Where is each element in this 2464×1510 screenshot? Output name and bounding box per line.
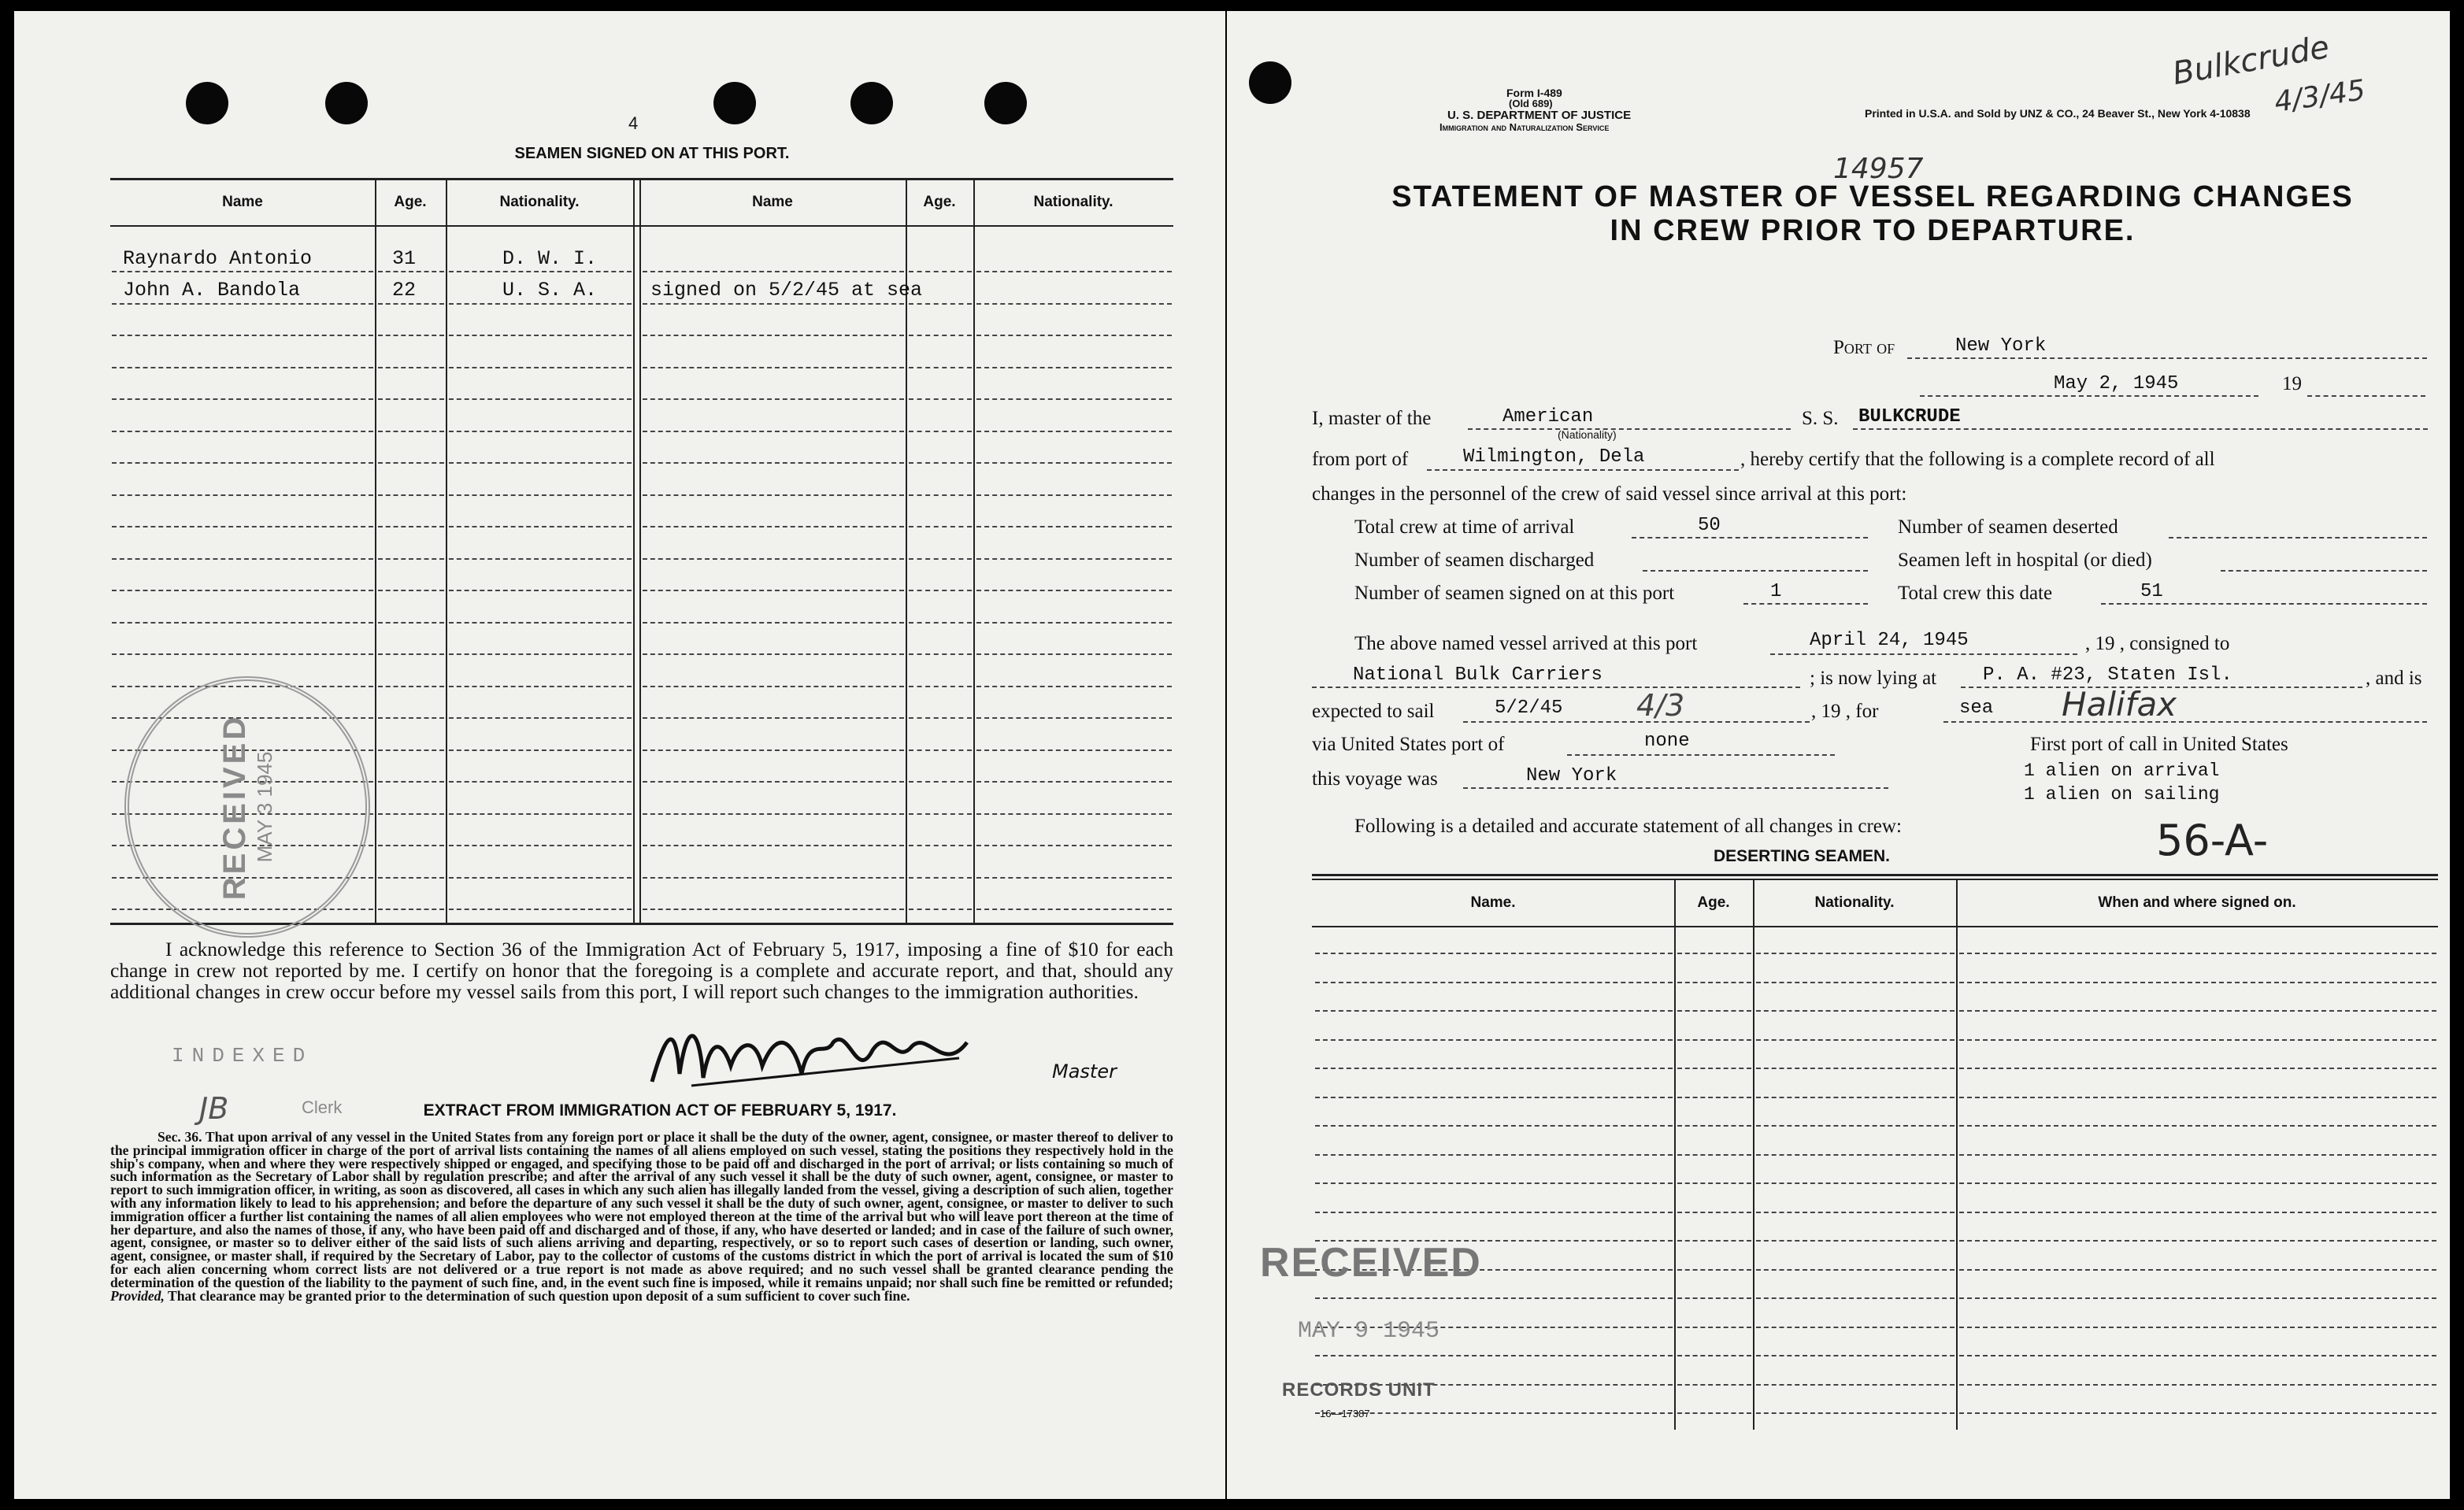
ruled-line — [1315, 1297, 1673, 1299]
extract-body: Sec. 36. That upon arrival of any vessel in the United States from any foreign port or place it shall be the duty of the owner, agent, consignee, or master thereof to deliver to the principal immigration officer in charge of the port of arrival lists containing the names of all aliens employed on such vessel, stating the positions they respectively hold in the ship's company, when and where they were respectively shipped or engaged, and specifying those to be paid off and discharged in the port of arrival; or lists containing so much of such information as the Secretary of Labor shall by regulation prescribe; and after the arrival of any such vessel it shall be the duty of such owner, agent, consignee, or master to report to such immigration officer, in writing, as soon as discovered, all cases in which any such alien has illegally landed from the vessel, giving a description of such alien, together with any information likely to lead to his apprehension; and before the departure of any such vessel it shall be the duty of such owner, agent, consignee, or master to deliver to such immigration officer a further list containing the names of all alien employees who were not employed thereon at the time of the arrival but who will leave port thereon at the time of her departure, and also the names of those, if any, who have been paid off and discharged and of those, if any, who have deserted or landed; and in case of the failure of such owner, agent, consignee, or master so to deliver either of the said lists of such aliens arriving and departing, respectively, or so to report such cases of desertion or landing, such owner, agent, consignee, or master shall, if required by the Secretary of Labor, pay to the collector of customs of the customs district in which the port of arrival is located the sum of $10 for each alien concerning whom correct lists are not delivered or a true report is not made as above required; and no such vessel shall be granted clearance pending the determination of the question of the liability to the payment of such fine, and, in the event such fine is imposed, while it remains unpaid; nor shall such fine be remitted or refunded; Provided, That clearance may be granted prior to the determination of such question upon deposit of a sum sufficient to cover such fine. — [110, 1129, 1173, 1304]
footer-code: 16—17387 — [1320, 1408, 1370, 1419]
clerk-initials: JB — [199, 1091, 229, 1126]
lying-label: ; is now lying at — [1810, 668, 1937, 689]
table-row-nationality: U. S. A. — [502, 279, 598, 302]
ruled-line — [1677, 1384, 1751, 1386]
ruled-line — [1959, 953, 2436, 954]
column-header: Name — [752, 194, 793, 210]
indexed-stamp: INDEXED — [172, 1044, 313, 1068]
ruled-line — [1959, 1355, 2436, 1356]
ruled-line — [1677, 1097, 1751, 1098]
voyage-value: New York — [1526, 765, 1617, 786]
ruled-line — [976, 686, 1172, 687]
ruled-line — [378, 686, 444, 687]
deserting-title: DESERTING SEAMEN. — [1713, 847, 1891, 865]
ruled-line — [976, 749, 1172, 751]
master-label: Master — [1052, 1060, 1117, 1083]
ruled-line — [643, 335, 904, 336]
ruled-line — [1677, 1039, 1751, 1041]
ruled-line — [643, 558, 904, 560]
lying-at-value: P. A. #23, Staten Isl. — [1983, 664, 2232, 686]
ruled-line — [643, 398, 904, 400]
column-header: Age. — [394, 194, 427, 210]
ruled-line — [909, 558, 972, 560]
ruled-line — [976, 367, 1172, 368]
column-header: Name — [222, 194, 263, 210]
ruled-line — [976, 494, 1172, 496]
ruled-line — [909, 686, 972, 687]
ruled-line — [1756, 1297, 1955, 1299]
first-port-label: First port of call in United States — [2030, 734, 2288, 755]
ruled-line — [449, 622, 632, 624]
ruled-line — [378, 367, 444, 368]
arrived-value: April 24, 1945 — [1810, 630, 1969, 651]
ruled-line — [1677, 1355, 1751, 1356]
discharged-label: Number of seamen discharged — [1354, 550, 1595, 571]
destination-value: sea — [1959, 698, 1994, 719]
ruled-line — [449, 877, 632, 879]
master-of-label: I, master of the — [1312, 408, 1432, 429]
ruled-line — [976, 462, 1172, 464]
ruled-line — [378, 303, 444, 305]
changes-text: changes in the personnel of the crew of said vessel since arrival at this port: — [1312, 483, 1907, 505]
ruled-line — [1959, 1182, 2436, 1184]
ruled-line — [909, 909, 972, 910]
ruled-line — [643, 622, 904, 624]
ruled-line — [1315, 982, 1673, 983]
form-title-line2: IN CREW PRIOR TO DEPARTURE. — [1610, 214, 2136, 247]
year-prefix: 19 — [2282, 373, 2302, 394]
records-unit-stamp: RECORDS UNIT — [1282, 1379, 1436, 1401]
ruled-line — [1756, 982, 1955, 983]
ruled-line — [1315, 1097, 1673, 1098]
ruled-line — [1959, 1412, 2436, 1414]
ruled-line — [449, 303, 632, 305]
table-row-age: 22 — [392, 279, 417, 302]
ruled-line — [1756, 1097, 1955, 1098]
ruled-line — [643, 653, 904, 655]
consignee-value: National Bulk Carriers — [1353, 664, 1603, 686]
ruled-line — [112, 431, 373, 432]
ss-label: S. S. — [1802, 408, 1839, 429]
ruled-line — [449, 398, 632, 400]
ruled-line — [1756, 1154, 1955, 1156]
ruled-line — [976, 845, 1172, 846]
column-header: When and where signed on. — [2098, 894, 2296, 911]
ruled-line — [643, 877, 904, 879]
ruled-line — [909, 303, 972, 305]
signed-on-value: 1 — [1770, 581, 1782, 602]
ruled-line — [449, 590, 632, 591]
ruled-line — [1959, 1297, 2436, 1299]
clerk-label: Clerk — [302, 1097, 343, 1117]
ruled-line — [643, 303, 904, 305]
ruled-line — [449, 686, 632, 687]
ruled-line — [643, 271, 904, 272]
ruled-line — [1959, 1097, 2436, 1098]
ruled-line — [976, 877, 1172, 879]
via-label: via United States port of — [1312, 734, 1505, 755]
ruled-line — [909, 398, 972, 400]
ruled-line — [1959, 1125, 2436, 1127]
ruled-line — [449, 335, 632, 336]
master-signature — [644, 1011, 991, 1097]
ruled-line — [112, 462, 373, 464]
deserted-label: Number of seamen deserted — [1898, 516, 2118, 538]
ruled-line — [909, 877, 972, 879]
form-title-line1: STATEMENT OF MASTER OF VESSEL REGARDING CHANGES — [1391, 180, 2354, 213]
received-date-stamp: MAY 9 1945 — [1298, 1318, 1440, 1345]
ruled-line — [378, 335, 444, 336]
file-number: 14957 — [1833, 153, 1924, 185]
form-number: Form I-489 — [1506, 87, 1562, 99]
ruled-line — [378, 494, 444, 496]
ruled-line — [643, 749, 904, 751]
total-crew-date-value: 51 — [2140, 581, 2163, 602]
ruled-line — [909, 653, 972, 655]
punch-hole — [713, 82, 756, 124]
port-value: New York — [1955, 335, 2047, 357]
ruled-line — [1677, 1240, 1751, 1242]
destination-note: Halifax — [2062, 685, 2177, 724]
ruled-line — [449, 526, 632, 527]
ruled-line — [378, 558, 444, 560]
acknowledgement-text: I acknowledge this reference to Section 36 of the Immigration Act of February 5, 1917, imposing a fine of $10 for each change in crew not reported by me. I certify on honor that the foregoing is a complete and accurate report, and that, should any additional changes in crew occur before my vessel sails from this port, I will report such changes to the immigration authorities. — [110, 938, 1173, 1003]
ruled-line — [1756, 1269, 1955, 1271]
ruled-line — [909, 494, 972, 496]
ruled-line — [1959, 1212, 2436, 1213]
service: Immigration and Naturalization Service — [1439, 121, 1610, 133]
ruled-line — [1677, 953, 1751, 954]
ruled-line — [976, 335, 1172, 336]
ruled-line — [378, 845, 444, 846]
total-crew-arrival-label: Total crew at time of arrival — [1354, 516, 1575, 538]
ruled-line — [1677, 1068, 1751, 1069]
ruled-line — [1677, 1297, 1751, 1299]
table-row-name: Raynardo Antonio — [123, 247, 313, 270]
ruled-line — [1756, 1384, 1955, 1386]
section-title: SEAMEN SIGNED ON AT THIS PORT. — [514, 145, 790, 162]
ruled-line — [976, 717, 1172, 719]
following-text: Following is a detailed and accurate statement of all changes in crew: — [1354, 816, 1902, 837]
via-value: none — [1644, 731, 1690, 752]
total-crew-arrival-value: 50 — [1698, 515, 1721, 536]
from-port-label: from port of — [1312, 449, 1409, 470]
ruled-line — [1315, 1125, 1673, 1127]
table-row-note: signed on 5/2/45 at sea — [650, 279, 923, 302]
ruled-line — [976, 398, 1172, 400]
ruled-line — [378, 749, 444, 751]
ruled-line — [449, 845, 632, 846]
ruled-line — [1959, 1384, 2436, 1386]
ruled-line — [909, 749, 972, 751]
hospital-label: Seamen left in hospital (or died) — [1898, 550, 2152, 571]
ruled-line — [643, 367, 904, 368]
ruled-line — [1756, 1355, 1955, 1356]
total-crew-date-label: Total crew this date — [1898, 583, 2053, 604]
ruled-line — [1959, 1240, 2436, 1242]
ruled-line — [112, 335, 373, 336]
expected-note: 4/3 — [1636, 688, 1685, 723]
ruled-line — [378, 398, 444, 400]
vessel-annotation: Bulkcrude — [2169, 28, 2332, 93]
ruled-line — [1315, 1212, 1673, 1213]
ruled-line — [643, 431, 904, 432]
ruled-line — [378, 781, 444, 783]
ship-name: BULKCRUDE — [1858, 406, 1961, 427]
ruled-line — [976, 590, 1172, 591]
certify-text: , hereby certify that the following is a complete record of all — [1740, 449, 2215, 470]
ruled-line — [1959, 1327, 2436, 1328]
extract-title: EXTRACT FROM IMMIGRATION ACT OF FEBRUARY 5, 1917. — [423, 1101, 897, 1120]
left-page — [14, 11, 1225, 1499]
date-value: May 2, 1945 — [2054, 373, 2179, 394]
ruled-line — [1677, 1010, 1751, 1012]
ruled-line — [976, 909, 1172, 910]
punch-hole — [186, 82, 228, 124]
ruled-line — [1677, 1412, 1751, 1414]
column-header: Age. — [923, 194, 956, 210]
ruled-line — [1315, 1154, 1673, 1156]
ruled-line — [643, 909, 904, 910]
ruled-line — [909, 590, 972, 591]
ruled-line — [1959, 1010, 2436, 1012]
ruled-line — [112, 653, 373, 655]
ruled-line — [1677, 1125, 1751, 1127]
ruled-line — [449, 494, 632, 496]
ruled-line — [976, 622, 1172, 624]
ruled-line — [909, 271, 972, 272]
ruled-line — [378, 526, 444, 527]
ruled-line — [1677, 982, 1751, 983]
ruled-line — [909, 813, 972, 815]
ruled-line — [378, 622, 444, 624]
ruled-line — [1315, 1068, 1673, 1069]
ruled-line — [449, 653, 632, 655]
alien-arrival-note: 1 alien on arrival — [2024, 761, 2220, 781]
table-row-name: John A. Bandola — [123, 279, 301, 302]
ruled-line — [976, 558, 1172, 560]
ruled-line — [449, 749, 632, 751]
ruled-line — [643, 494, 904, 496]
ruled-line — [449, 813, 632, 815]
ruled-line — [1677, 1154, 1751, 1156]
column-header: Age. — [1697, 894, 1730, 911]
ruled-line — [449, 781, 632, 783]
column-header: Nationality. — [1814, 894, 1895, 911]
punch-hole — [325, 82, 368, 124]
ruled-line — [976, 653, 1172, 655]
ruled-line — [643, 845, 904, 846]
ruled-line — [449, 909, 632, 910]
ruled-line — [1677, 1212, 1751, 1213]
ruled-line — [449, 367, 632, 368]
ruled-line — [1959, 1039, 2436, 1041]
received-stamp: RECEIVED — [1260, 1240, 1482, 1286]
ruled-line — [378, 462, 444, 464]
ruled-line — [909, 431, 972, 432]
column-header: Nationality. — [1033, 194, 1113, 210]
ruled-line — [643, 717, 904, 719]
ruled-line — [1756, 1212, 1955, 1213]
ruled-line — [112, 303, 373, 305]
and-is-label: , and is — [2366, 668, 2422, 689]
ruled-line — [976, 781, 1172, 783]
ruled-line — [1756, 1240, 1955, 1242]
expected-value: 5/2/45 — [1495, 698, 1563, 719]
ruled-line — [1959, 1068, 2436, 1069]
ruled-line — [1756, 1412, 1955, 1414]
ruled-line — [909, 335, 972, 336]
ruled-line — [1677, 1327, 1751, 1328]
form-old-number: (Old 689) — [1509, 98, 1553, 109]
ruled-line — [909, 526, 972, 527]
punch-hole — [1249, 61, 1291, 104]
ruled-line — [909, 462, 972, 464]
table-row-nationality: D. W. I. — [502, 247, 598, 270]
printer-line: Printed in U.S.A. and Sold by UNZ & CO., 24 Beaver St., New York 4-10838 — [1865, 107, 2251, 120]
ruled-line — [378, 590, 444, 591]
ruled-line — [1756, 1010, 1955, 1012]
ruled-line — [112, 271, 373, 272]
annotation-56a: 56-A- — [2156, 816, 2269, 865]
ruled-line — [909, 622, 972, 624]
ruled-line — [449, 271, 632, 272]
ruled-line — [1959, 1269, 2436, 1271]
consigned-label: , 19 , consigned to — [2085, 633, 2230, 654]
table-row-age: 31 — [392, 247, 417, 270]
ruled-line — [449, 431, 632, 432]
column-header: Name. — [1470, 894, 1516, 911]
page-number: 4 — [628, 113, 639, 133]
column-header: Nationality. — [499, 194, 580, 210]
ruled-line — [1959, 1154, 2436, 1156]
received-round-stamp: RECEIVED MAY 3 1945 — [124, 676, 370, 938]
department: U. S. DEPARTMENT OF JUSTICE — [1447, 109, 1632, 122]
ruled-line — [976, 271, 1172, 272]
ruled-line — [449, 558, 632, 560]
nationality-value: American — [1502, 406, 1594, 427]
ruled-line — [112, 526, 373, 527]
ruled-line — [1756, 1327, 1955, 1328]
ruled-line — [112, 558, 373, 560]
ruled-line — [1315, 1355, 1673, 1356]
ruled-line — [909, 845, 972, 846]
ruled-line — [643, 526, 904, 527]
arrived-label: The above named vessel arrived at this port — [1354, 633, 1698, 654]
ruled-line — [1677, 1269, 1751, 1271]
ruled-line — [643, 590, 904, 591]
nationality-caption: (Nationality) — [1558, 428, 1617, 441]
ruled-line — [643, 686, 904, 687]
ruled-line — [976, 303, 1172, 305]
ruled-line — [378, 271, 444, 272]
ruled-line — [1756, 1068, 1955, 1069]
ruled-line — [112, 398, 373, 400]
ruled-line — [976, 431, 1172, 432]
expected-label: expected to sail — [1312, 701, 1435, 722]
punch-hole — [984, 82, 1027, 124]
right-page — [1227, 11, 2450, 1499]
ruled-line — [909, 367, 972, 368]
ruled-line — [1756, 1182, 1955, 1184]
punch-hole — [850, 82, 893, 124]
ruled-line — [112, 590, 373, 591]
ruled-line — [449, 462, 632, 464]
ruled-line — [909, 781, 972, 783]
ruled-line — [378, 813, 444, 815]
ruled-line — [1315, 953, 1673, 954]
ruled-line — [449, 717, 632, 719]
ruled-line — [1315, 1039, 1673, 1041]
ruled-line — [1315, 1182, 1673, 1184]
ruled-line — [976, 813, 1172, 815]
ruled-line — [1959, 982, 2436, 983]
ruled-line — [643, 813, 904, 815]
ruled-line — [1756, 1125, 1955, 1127]
ruled-line — [1756, 953, 1955, 954]
ruled-line — [378, 717, 444, 719]
ruled-line — [909, 717, 972, 719]
ruled-line — [643, 781, 904, 783]
alien-sailing-note: 1 alien on sailing — [2024, 784, 2220, 805]
ruled-line — [378, 877, 444, 879]
ruled-line — [378, 431, 444, 432]
signed-on-label: Number of seamen signed on at this port — [1354, 583, 1675, 604]
voyage-label: this voyage was — [1312, 768, 1438, 790]
ruled-line — [378, 909, 444, 910]
port-label: Port of — [1833, 337, 1895, 358]
ruled-line — [976, 526, 1172, 527]
ruled-line — [112, 494, 373, 496]
date-annotation: 4/3/45 — [2272, 74, 2368, 119]
ruled-line — [1315, 1010, 1673, 1012]
ruled-line — [112, 367, 373, 368]
ruled-line — [378, 653, 444, 655]
ruled-line — [112, 622, 373, 624]
ruled-line — [643, 462, 904, 464]
from-port-value: Wilmington, Dela — [1463, 446, 1645, 468]
for-label: , 19 , for — [1811, 701, 1879, 722]
ruled-line — [1756, 1039, 1955, 1041]
ruled-line — [1677, 1182, 1751, 1184]
